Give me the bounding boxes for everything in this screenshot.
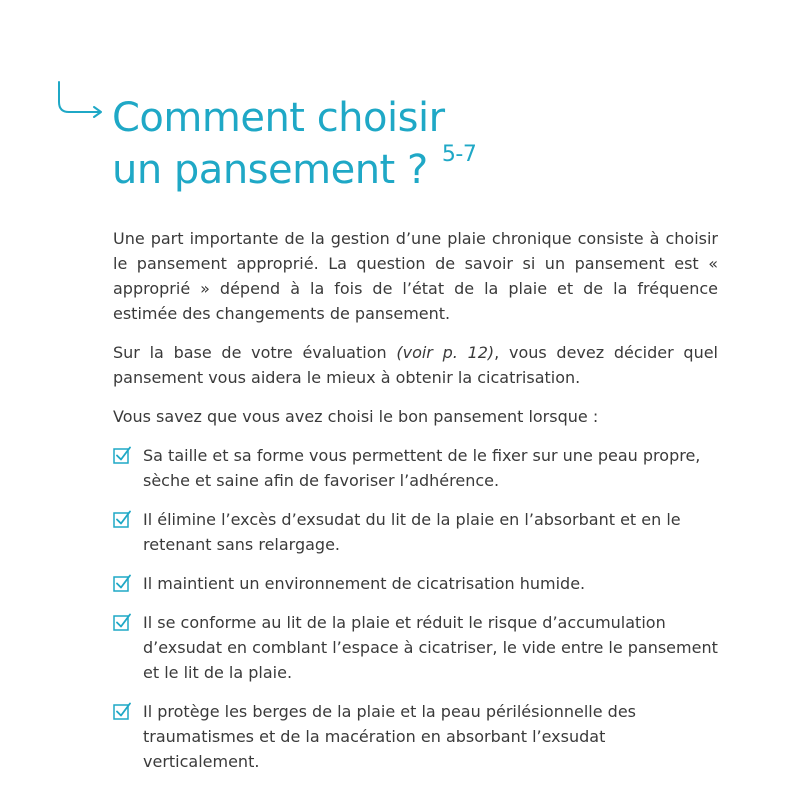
title-line-1: Comment choisir — [112, 95, 445, 141]
checklist-item — [113, 571, 718, 596]
checklist-item-text: Sa taille et sa forme vous permettent de le fixer sur une peau propre, sèche et saine afin de favoriser l’adhérence. — [143, 446, 701, 490]
intro-paragraph: Une part importante de la gestion d’une plaie chronique consiste à choisir le pansement approprié. La question de savoir si un pansement est « approprié » dépend à la fois de l’état de la plaie et de la fréquence estimée des changements de pansement. — [113, 229, 718, 323]
evaluation-text-after: , vous devez décider quel pansement vous aidera le mieux à obtenir la cicatrisation. — [113, 343, 718, 387]
checked-box-icon — [113, 446, 131, 464]
checklist-item-text: Il maintient un environnement de cicatrisation humide. — [143, 574, 586, 593]
curved-arrow-icon — [56, 80, 106, 120]
evaluation-text-before: Sur la base de votre évaluation — [113, 343, 397, 362]
checklist-item-text: Il se conforme au lit de la plaie et réduit le risque d’accumulation d’exsudat en comblant l’espace à cicatriser, le vide entre le pansement et le lit de la plaie. — [143, 613, 718, 682]
title-reference-superscript: 5-7 — [441, 142, 477, 167]
checklist-item-text: Il élimine l’excès d’exsudat du lit de la plaie en l’absorbant et en le retenant sans relargage. — [143, 510, 681, 554]
title-line-2: un pansement ? — [112, 147, 428, 193]
checked-box-icon — [113, 702, 131, 720]
checked-box-icon — [113, 613, 131, 631]
criteria-checklist — [113, 443, 718, 774]
checklist-item — [113, 443, 718, 493]
checked-box-icon — [113, 574, 131, 592]
checklist-intro: Vous savez que vous avez choisi le bon pansement lorsque : — [113, 407, 599, 426]
checklist-item-text: Il protège les berges de la plaie et la peau périlésionnelle des traumatismes et de la macération en absorbant l’exsudat verticalement. — [143, 702, 636, 771]
page-reference: (voir p. 12) — [396, 343, 495, 362]
checked-box-icon — [113, 510, 131, 528]
checklist-item — [113, 699, 718, 774]
body-content — [113, 226, 718, 788]
page-title — [112, 92, 476, 196]
evaluation-paragraph — [113, 340, 718, 390]
checklist-item — [113, 507, 718, 557]
checklist-item — [113, 610, 718, 685]
